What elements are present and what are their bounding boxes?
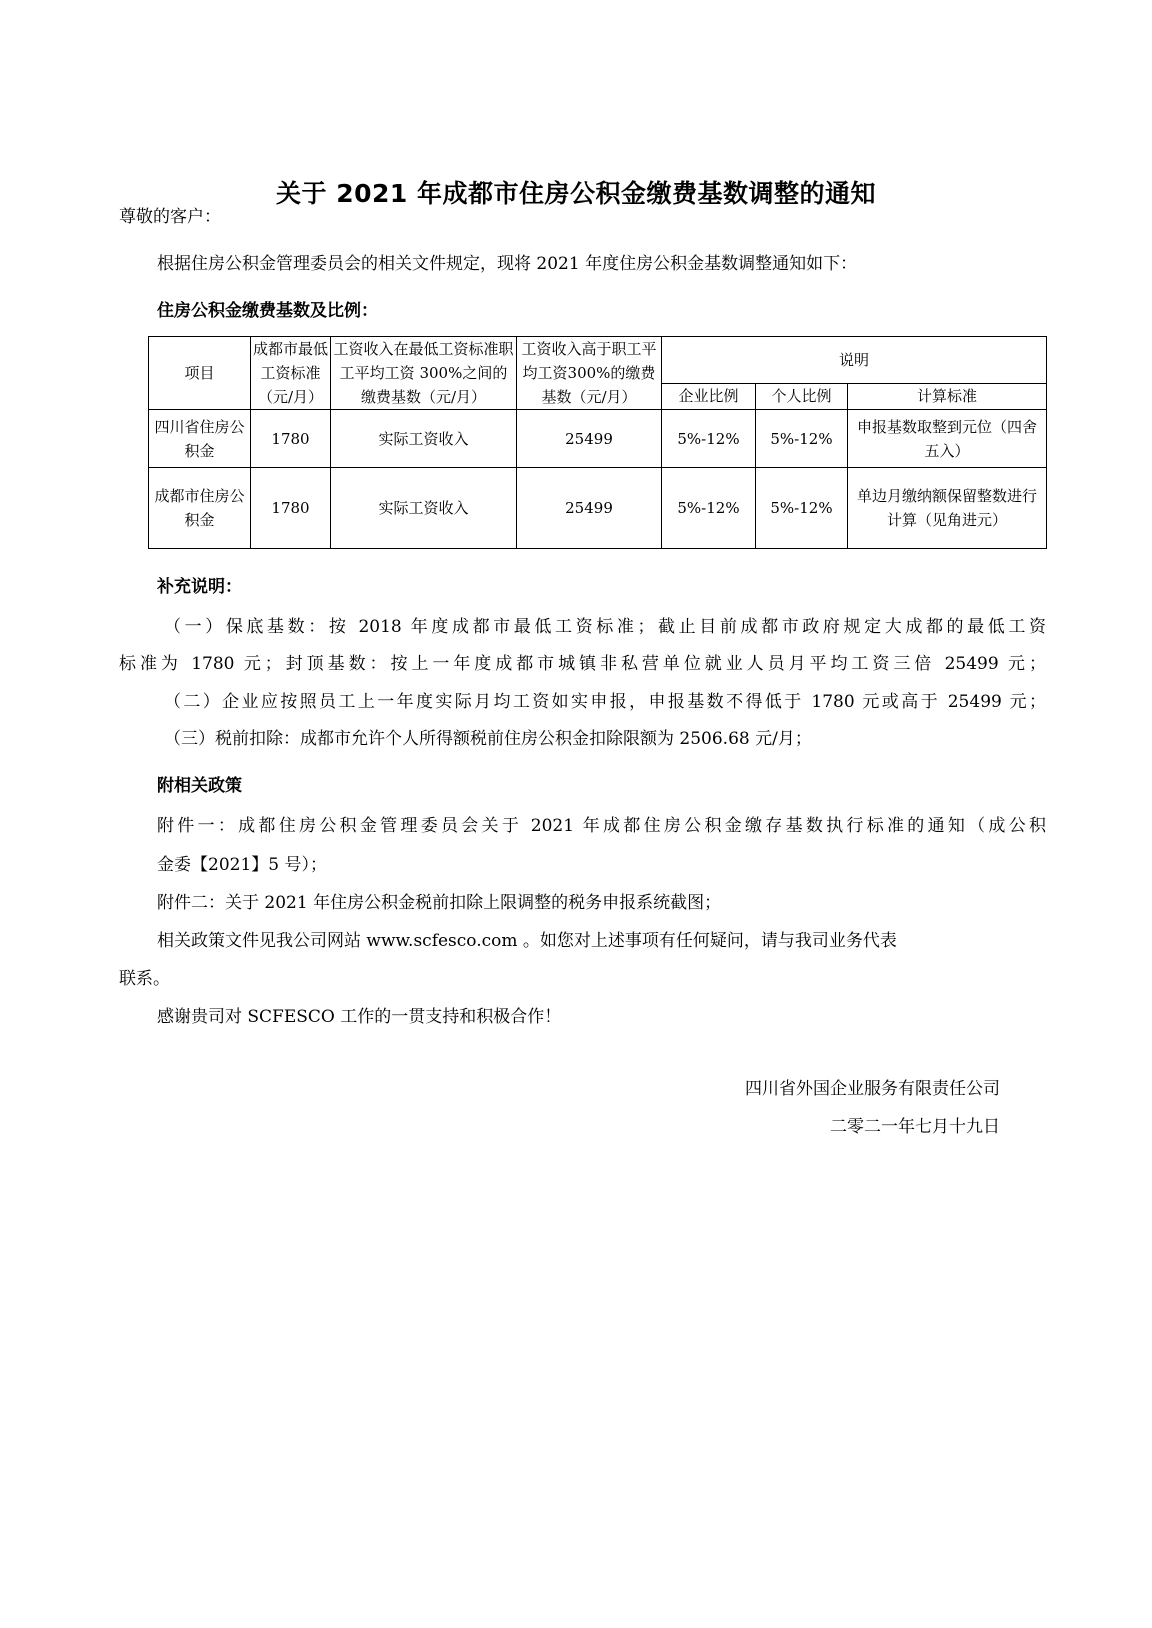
policies-heading: 附相关政策 [157, 776, 242, 796]
cell-item: 四川省住房公积金 [149, 410, 251, 468]
intro-paragraph: 根据住房公积金管理委员会的相关文件规定，现将 2021 年度住房公积金基数调整通知如下： [157, 254, 858, 274]
header-above: 工资收入高于职工平均工资300%的缴费基数（元/月） [517, 337, 662, 410]
supplement-item-1-line-2: 标准为 1780 元；封顶基数：按上一年度成都市城镇非私营单位就业人员月平均工资三倍 25499 元； [119, 654, 1046, 674]
supplement-item-2: （二）企业应按照员工上一年度实际月均工资如实申报，申报基数不得低于 1780 元或高于 25499 元； [164, 692, 1046, 712]
attachment-2: 附件二：关于 2021 年住房公积金税前扣除上限调整的税务申报系统截图； [157, 893, 722, 913]
contribution-rates-table [148, 336, 1047, 549]
cell-between: 实际工资收入 [331, 410, 517, 468]
cell-company-ratio: 5%-12% [662, 468, 756, 549]
cell-min-wage: 1780 [251, 468, 331, 549]
cell-company-ratio: 5%-12% [662, 410, 756, 468]
website-line-2: 联系。 [119, 969, 170, 989]
document-title: 关于 2021 年成都市住房公积金缴费基数调整的通知 [276, 179, 876, 208]
cell-between: 实际工资收入 [331, 468, 517, 549]
cell-item: 成都市住房公积金 [149, 468, 251, 549]
header-company-ratio: 企业比例 [662, 383, 756, 409]
signature-company: 四川省外国企业服务有限责任公司 [745, 1079, 1000, 1099]
cell-personal-ratio: 5%-12% [756, 468, 848, 549]
cell-above: 25499 [517, 410, 662, 468]
table-row [149, 410, 1047, 468]
header-min-wage: 成都市最低工资标准（元/月） [251, 337, 331, 410]
header-personal-ratio: 个人比例 [756, 383, 848, 409]
thanks-line: 感谢贵司对 SCFESCO 工作的一贯支持和积极合作！ [157, 1007, 562, 1027]
header-calc-standard: 计算标准 [848, 383, 1047, 409]
table-heading: 住房公积金缴费基数及比例： [157, 301, 378, 321]
table-row [149, 468, 1047, 549]
signature-date: 二零二一年七月十九日 [830, 1117, 1000, 1137]
supplement-heading: 补充说明： [157, 577, 242, 597]
website-line-1: 相关政策文件见我公司网站 www.scfesco.com 。如您对上述事项有任何疑问，请与我司业务代表 [157, 931, 897, 951]
header-item: 项目 [149, 337, 251, 410]
attachment-1-line-1: 附件一：成都住房公积金管理委员会关于 2021 年成都住房公积金缴存基数执行标准的通知（成公积 [157, 816, 1046, 836]
header-notes: 说明 [662, 337, 1047, 384]
salutation: 尊敬的客户： [119, 207, 221, 227]
attachment-1-line-2: 金委【2021】5 号）； [157, 855, 327, 875]
cell-calc-standard: 申报基数取整到元位（四舍五入） [848, 410, 1047, 468]
cell-above: 25499 [517, 468, 662, 549]
cell-personal-ratio: 5%-12% [756, 410, 848, 468]
supplement-item-3: （三）税前扣除：成都市允许个人所得额税前住房公积金扣除限额为 2506.68 元/月； [164, 729, 812, 749]
supplement-item-1-line-1: （一）保底基数：按 2018 年度成都市最低工资标准；截止目前成都市政府规定大成都的最低工资 [164, 617, 1046, 637]
cell-min-wage: 1780 [251, 410, 331, 468]
cell-calc-standard: 单边月缴纳额保留整数进行计算（见角进元） [848, 468, 1047, 549]
header-between: 工资收入在最低工资标准职工平均工资 300%之间的缴费基数（元/月） [331, 337, 517, 410]
